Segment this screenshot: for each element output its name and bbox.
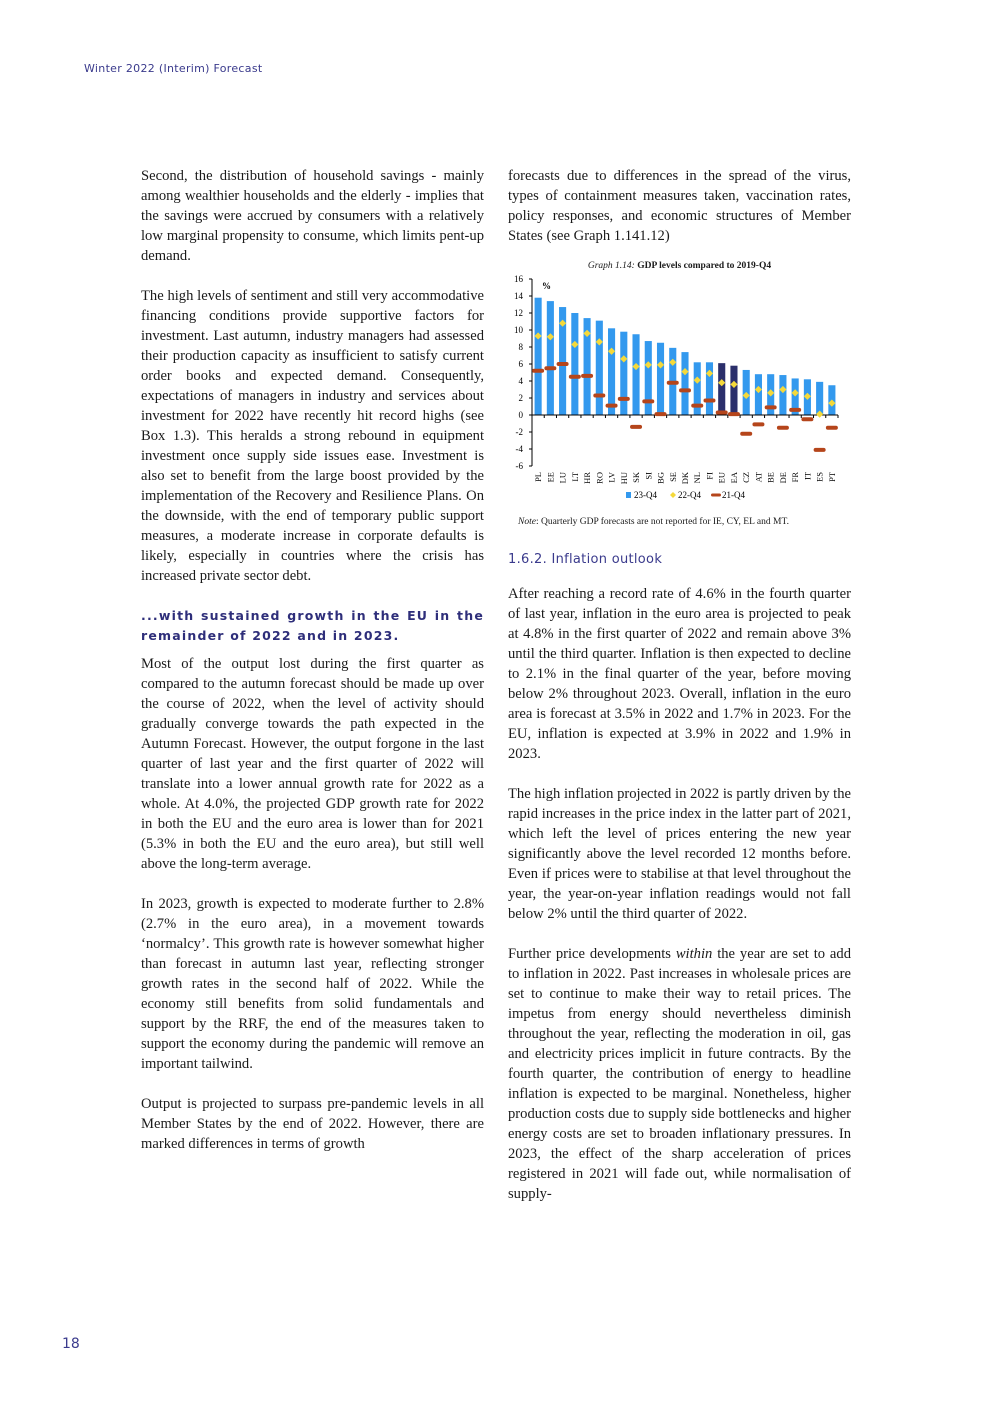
paragraph-growth-2023: In 2023, growth is expected to moderate further to 2.8% (2.7% in the euro area), in a movement towards ‘normalcy’. This growth rate is however somewhat higher than forecast in autumn last year, reflecting stronger growth rates in the second half of 2022. While the economy still benefits from solid fundamentals and support by the RRF, the end of the measures taken to support the economy during the pandemic will remove an important tailwind. (141, 896, 484, 1072)
marker-21-q4 (703, 399, 715, 403)
bar-23-q4 (755, 374, 762, 415)
bar-23-q4 (645, 341, 652, 415)
y-tick-label: 14 (514, 291, 523, 301)
marker-21-q4 (789, 408, 801, 412)
bar-23-q4 (596, 321, 603, 415)
x-tick-label: HU (618, 472, 629, 485)
legend-label: 22-Q4 (678, 490, 701, 500)
y-tick-label: -2 (515, 427, 523, 437)
running-header: Winter 2022 (Interim) Forecast (84, 62, 263, 75)
x-tick-label: SE (667, 472, 678, 482)
legend-label: 21-Q4 (722, 490, 745, 500)
paragraph-price-developments (508, 944, 851, 1204)
paragraph-pre-pandemic-levels: Output is projected to surpass pre-pandemic levels in all Member States by the end of 2022. However, there are marked differences in terms of growth (141, 1096, 484, 1152)
x-tick-label: LV (606, 472, 617, 483)
subheading-sustained-growth: ...with sustained growth in the EU in the remainder of 2022 and in 2023. (141, 608, 484, 643)
marker-21-q4 (716, 410, 728, 414)
marker-21-q4 (642, 399, 654, 403)
x-tick-label: BG (655, 472, 666, 484)
x-tick-label: LU (557, 472, 568, 484)
x-tick-label: AT (753, 472, 764, 483)
legend-swatch-21-q4 (711, 494, 721, 497)
paragraph-output-lost: Most of the output lost during the first quarter as compared to the autumn forecast should be made up over the course of 2022, when the level of activity should gradually converge towards the path expected in the Autumn Forecast. However, the output forgone in the last quarter of last year and the first quarter of 2022 will translate into a lower annual growth rate for 2022 as a whole. At 4.0%, the projected GDP growth rate for 2022 in both the EU and the euro area is lower than for 2021 (5.3% in both the EU and the euro area), but still well above the long-term average. (141, 656, 484, 872)
gdp-chart (508, 272, 851, 512)
marker-21-q4 (691, 404, 703, 408)
x-tick-label: DE (777, 472, 788, 484)
figure-title (508, 260, 851, 272)
paragraph-household-savings: Second, the distribution of household savings - mainly among wealthier households and the elderly - implies that the savings were accrued by consumers with a relatively low marginal propensity to consume, which limits pent-up demand. (141, 168, 484, 264)
marker-21-q4 (532, 369, 544, 373)
bar-23-q4 (779, 375, 786, 415)
y-tick-label: 2 (518, 393, 523, 403)
marker-21-q4 (618, 397, 630, 401)
x-tick-label: SK (631, 472, 642, 483)
bar-23-q4 (547, 301, 554, 415)
left-column (141, 166, 484, 1174)
bar-23-q4 (657, 343, 664, 415)
bar-23-q4 (632, 334, 639, 415)
y-tick-label: 0 (518, 410, 523, 420)
paragraph-inflation-peak: After reaching a record rate of 4.6% in the fourth quarter of last year, inflation in the euro area is projected to peak at 4.8% in the first quarter of 2022 and remain above 3% until the third quarter. Inflation is then expected to decline to 2.1% in the final quarter of the year, before moving below 2% throughout 2023. Overall, inflation in the euro area is forecast at 3.5% in 2022 and 1.7% in 2023. For the EU, inflation is expected at 3.9% in 2022 and 1.9% in 2023. (508, 586, 851, 762)
marker-21-q4 (777, 426, 789, 430)
marker-21-q4 (581, 374, 593, 378)
x-tick-label: EA (728, 472, 739, 484)
x-tick-label: LT (569, 472, 580, 482)
marker-21-q4 (740, 432, 752, 436)
bar-23-q4 (535, 298, 542, 415)
x-tick-label: EE (545, 472, 556, 483)
bar-23-q4 (620, 332, 627, 415)
text-emphasis: within (675, 946, 713, 962)
marker-21-q4 (544, 366, 556, 370)
x-tick-label: SI (643, 472, 654, 480)
bar-23-q4 (718, 363, 725, 415)
bar-23-q4 (571, 313, 578, 415)
figure-label: Graph 1.14: (587, 261, 635, 271)
figure-note-text: : Quarterly GDP forecasts are not reported for IE, CY, EL and MT. (535, 517, 789, 527)
figure-note-label: Note (518, 517, 536, 527)
x-tick-label: FR (790, 472, 801, 483)
figure-note (518, 512, 789, 532)
marker-21-q4 (593, 393, 605, 397)
bar-23-q4 (681, 352, 688, 415)
x-tick-label: DK (680, 472, 690, 485)
text-segment: the year are set to add to inflation in 2022. Past increases in wholesale prices are set to continue to make their way to retail prices. The impetus from energy should nevertheless diminish throughout the year, reflecting the moderation in oil, gas and electricity prices implicit in future contracts. By the fourth quarter, the contribution of energy to headline inflation is expected to be marginal. Nonetheless, higher production costs due to supply side bottlenecks and higher energy costs are set to broaden inflationary pressures. In 2023, the effect of the sharp acceleration of prices registered in 2021 will fade out, while normalisation of supply- (508, 946, 851, 1202)
bar-23-q4 (730, 366, 737, 415)
y-tick-label: 10 (514, 325, 523, 335)
y-tick-label: -6 (515, 461, 523, 471)
paragraph-high-inflation: The high inflation projected in 2022 is partly driven by the rapid increases in the price index in the latter part of 2021, which left the level of prices entering the new year significantly above the level recorded 12 months before. Even if prices were to stabilise at that level throughout the year, the year-on-year inflation readings would not fall below 2% until the third quarter of 2022. (508, 786, 851, 922)
x-tick-label: PT (826, 472, 837, 482)
paragraph-forecast-differences: forecasts due to differences in the spread of the virus, types of containment measures taken, vaccination rates, policy responses, and economic structures of Member States (see Graph 1.141.12) (508, 168, 851, 244)
marker-21-q4 (667, 381, 679, 385)
x-tick-label: HR (582, 472, 593, 484)
page-number: 18 (62, 1336, 80, 1352)
right-column (508, 166, 851, 1224)
y-tick-label: 16 (514, 274, 523, 284)
x-tick-label: ES (814, 472, 825, 482)
x-tick-label: CZ (741, 472, 752, 483)
x-tick-label: RO (594, 472, 605, 484)
marker-21-q4 (801, 417, 813, 421)
section-title-inflation-outlook: 1.6.2. Inflation outlook (508, 552, 663, 567)
figure-gdp-levels (508, 260, 851, 530)
y-tick-label: -4 (515, 444, 523, 454)
marker-21-q4 (630, 425, 642, 429)
paragraph-investment: The high levels of sentiment and still very accommodative financing conditions provide supportive factors for investment. Last autumn, industry managers had assessed their production capacity as insufficient to satisfy current order books and expected demand. Consequently, expectations of managers in industry and services about investment for 2022 have recently hit record highs (see Box 1.3). This heralds a strong rebound in equipment investment once supply side issues ease. Investment is also set to benefit from the large boost provided by the implementation of the Recovery and Resilience Plans. On the downside, with the end of temporary public support measures, a moderate increase in corporate defaults is likely, especially in countries where the crisis has increased private sector debt. (141, 288, 484, 584)
legend-swatch-23-q4 (626, 492, 631, 498)
x-tick-label: NL (692, 472, 703, 484)
marker-21-q4 (655, 412, 667, 416)
y-tick-label: 6 (518, 359, 523, 369)
marker-21-q4 (569, 375, 581, 379)
marker-21-q4 (728, 412, 740, 416)
x-tick-label: EU (716, 472, 727, 484)
marker-21-q4 (765, 405, 777, 409)
y-unit-label: % (542, 281, 551, 291)
x-tick-label: FI (704, 472, 715, 480)
legend-swatch-22-q4 (670, 492, 676, 498)
y-tick-label: 8 (518, 342, 523, 352)
marker-21-q4 (814, 448, 826, 452)
y-tick-label: 4 (518, 376, 523, 386)
text-segment: Further price developments (508, 946, 676, 962)
marker-21-q4 (752, 422, 764, 426)
x-tick-label: BE (765, 472, 776, 483)
marker-21-q4 (679, 388, 691, 392)
figure-title-text: GDP levels compared to 2019-Q4 (637, 261, 772, 271)
marker-21-q4 (826, 426, 838, 430)
legend-label: 23-Q4 (634, 490, 657, 500)
bar-23-q4 (608, 328, 615, 415)
y-tick-label: 12 (514, 308, 523, 318)
bar-23-q4 (816, 382, 823, 415)
x-tick-label: PL (533, 472, 544, 482)
marker-21-q4 (557, 362, 569, 366)
x-tick-label: IT (802, 472, 813, 481)
marker-21-q4 (606, 404, 618, 408)
